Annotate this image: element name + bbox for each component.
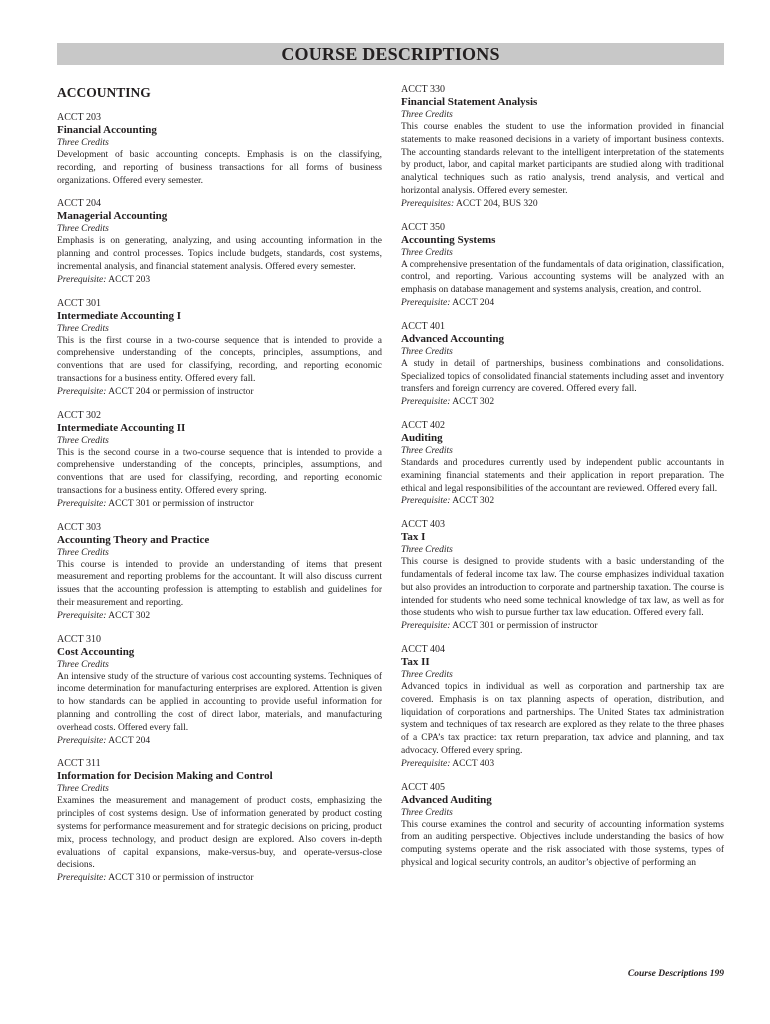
course-code: ACCT 203 xyxy=(57,112,101,123)
course-title: Auditing xyxy=(401,431,443,444)
prerequisite-label: Prerequisite: xyxy=(57,873,107,884)
course-code: ACCT 402 xyxy=(401,419,445,431)
course-credits: Three Credits xyxy=(57,784,109,795)
course-prerequisite xyxy=(401,758,724,771)
course-prerequisite xyxy=(57,735,382,748)
course-description: This course is intended to provide an understanding of items that present measurement and reporting problems for the accountant. It will also discuss current issues that the accounting profession is attempting to establish and guidelines for their measurement and reporting. xyxy=(57,559,382,608)
course-entry xyxy=(57,112,382,187)
course-credits: Three Credits xyxy=(401,807,453,818)
course-title: Accounting Systems xyxy=(401,233,496,246)
course-prerequisite xyxy=(57,498,382,511)
course-title: Accounting Theory and Practice xyxy=(57,533,210,546)
course-code: ACCT 403 xyxy=(401,519,445,531)
course-prerequisite xyxy=(401,495,724,508)
course-entry xyxy=(401,782,724,870)
course-entry xyxy=(57,198,382,286)
course-prerequisite xyxy=(57,872,382,885)
prerequisite-label: Prerequisites: xyxy=(401,198,455,209)
course-entry xyxy=(401,84,724,211)
course-prerequisite xyxy=(401,297,724,310)
prerequisite-value: ACCT 301 or permission of instructor xyxy=(108,498,254,509)
prerequisite-value: ACCT 403 xyxy=(452,758,495,769)
course-credits: Three Credits xyxy=(401,545,453,556)
department-heading: ACCOUNTING xyxy=(57,85,151,100)
left-column xyxy=(57,84,382,896)
course-prerequisite xyxy=(401,198,724,211)
course-code: ACCT 301 xyxy=(57,297,101,309)
course-description: An intensive study of the structure of various cost accounting systems. Techniques of income determination for manufacturing enterprises are explored. Attention is given to how standards can be applied in accounting to provide useful information for planning and controlling the cost of direct labor, materials, and manufacturing overhead costs. Offered every fall. xyxy=(57,671,382,733)
course-code: ACCT 401 xyxy=(401,320,445,332)
course-description: Development of basic accounting concepts. Emphasis is on the classifying, recording, and reporting of business transactions for all forms of business organizations. Offered every semester. xyxy=(57,150,382,186)
course-credits: Three Credits xyxy=(57,138,109,148)
course-title: Advanced Accounting xyxy=(401,332,504,345)
course-title: Financial Accounting xyxy=(57,124,157,136)
prerequisite-label: Prerequisite: xyxy=(401,496,451,507)
course-description: Advanced topics in individual as well as corporation and partnership tax are covered. Emphasis is on tax planning aspects of operation, distribution, and liquidation of corporations and partnerships. The United States tax administration system and techniques of tax research are explored as they relate to the three phases of a CPA’s tax practice: tax return preparation, tax advice and planning, and tax advocacy. Offered every spring. xyxy=(401,681,724,756)
course-code: ACCT 405 xyxy=(401,781,445,793)
course-credits: Three Credits xyxy=(57,224,109,235)
course-title: Financial Statement Analysis xyxy=(401,96,538,108)
prerequisite-value: ACCT 301 or permission of instructor xyxy=(452,621,598,632)
course-code: ACCT 204 xyxy=(57,198,101,210)
prerequisite-value: ACCT 204 or permission of instructor xyxy=(108,386,254,397)
course-code: ACCT 303 xyxy=(57,521,101,533)
course-title: Cost Accounting xyxy=(57,645,135,658)
prerequisite-value: ACCT 204 xyxy=(452,297,495,308)
course-entry xyxy=(401,420,724,508)
course-code: ACCT 330 xyxy=(401,84,445,95)
course-prerequisite xyxy=(57,274,382,287)
course-credits: Three Credits xyxy=(57,435,109,446)
prerequisite-value: ACCT 204, BUS 320 xyxy=(455,198,538,209)
course-description: This is the second course in a two-course sequence that is intended to provide a comprehensive understanding of the concepts, principles, assumptions, and conventions that are used for classifying, recording, and reporting economic transactions for a business entity. Offered every spring. xyxy=(57,447,382,496)
prerequisite-label: Prerequisite: xyxy=(57,735,107,746)
prerequisite-label: Prerequisite: xyxy=(401,621,451,632)
course-prerequisite xyxy=(401,620,724,633)
course-entry xyxy=(401,519,724,633)
course-description: A study in detail of partnerships, business combinations and consolidations. Specialized topics of consolidated financial statements including asset and inventory transfers and foreign currency are covered. Offered every fall. xyxy=(401,358,724,395)
prerequisite-value: ACCT 302 xyxy=(108,610,151,621)
prerequisite-label: Prerequisite: xyxy=(401,758,451,769)
course-entry xyxy=(401,321,724,409)
course-prerequisite xyxy=(57,610,382,623)
prerequisite-value: ACCT 302 xyxy=(452,397,495,408)
course-entry xyxy=(57,758,382,885)
page-footer: Course Descriptions 199 xyxy=(627,969,724,979)
course-code: ACCT 302 xyxy=(57,409,101,421)
course-description: This course enables the student to use the information provided in financial statements to make reasoned decisions in a variety of important business contexts. The accounting standards relevant to the intelligent interpretation of the statements by product, labor, and capital market participants are studied along with traditional analytical techniques such as ratio analysis, trend analysis, and vertical and horizontal analysis. Offered every semester. xyxy=(401,122,724,196)
course-entry xyxy=(57,410,382,511)
course-title: Intermediate Accounting I xyxy=(57,309,182,322)
course-title: Advanced Auditing xyxy=(401,793,492,806)
page-title: COURSE DESCRIPTIONS xyxy=(57,43,724,65)
course-description: This course examines the control and security of accounting information systems from an auditing perspective. Objectives include understanding the basics of how computing systems operate and the risk associated with those systems, types of physical and logical security controls, an auditor’s objective of performing an xyxy=(401,819,724,868)
prerequisite-label: Prerequisite: xyxy=(401,397,451,408)
prerequisite-value: ACCT 302 xyxy=(452,496,495,507)
course-code: ACCT 350 xyxy=(401,221,445,233)
course-credits: Three Credits xyxy=(401,445,453,456)
course-code: ACCT 404 xyxy=(401,643,445,655)
course-description: Emphasis is on generating, analyzing, and using accounting information in the planning and control processes. Topics include budgets, standards, cost systems, incremental analysis, and financial statement analysis. Offered every semester. xyxy=(57,236,382,272)
course-title: Tax II xyxy=(401,655,430,668)
course-entry xyxy=(401,222,724,310)
prerequisite-value: ACCT 204 xyxy=(108,735,151,746)
course-title: Managerial Accounting xyxy=(57,210,168,223)
course-code: ACCT 310 xyxy=(57,633,101,645)
course-description: Examines the measurement and management of product costs, emphasizing the principles of cost systems design. Use of information generated by product costing systems for performance measurement and for strategic decisions on pricing, product mix, process technology, and product design are explored. Also covers in-depth evaluations of capital expansions, make-versus-buy, and operate-versus-close decisions. xyxy=(57,796,382,871)
course-entry xyxy=(57,634,382,748)
course-credits: Three Credits xyxy=(57,659,109,670)
course-description: Standards and procedures currently used by independent public accountants in examining financial statements and their application in report preparation. The ethical and legal responsibilities of the accountant are reviewed. Offered every fall. xyxy=(401,457,724,494)
course-credits: Three Credits xyxy=(401,247,453,258)
prerequisite-label: Prerequisite: xyxy=(57,498,107,509)
course-description: This course is designed to provide students with a basic understanding of the fundamentals of federal income tax law. The course emphasizes individual taxation but also provides an introduction to corporate and partnership taxation. The course is intended for students who need some technical knowledge of tax law, as well as for those students who wish to pursue further tax law education. Offered every fall. xyxy=(401,557,724,619)
course-credits: Three Credits xyxy=(57,547,109,558)
course-prerequisite xyxy=(57,386,382,399)
prerequisite-value: ACCT 310 or permission of instructor xyxy=(108,873,254,884)
course-entry xyxy=(57,298,382,399)
course-prerequisite xyxy=(401,396,724,409)
prerequisite-label: Prerequisite: xyxy=(401,297,451,308)
course-credits: Three Credits xyxy=(401,346,453,357)
course-title: Intermediate Accounting II xyxy=(57,421,186,434)
course-title: Information for Decision Making and Control xyxy=(57,770,273,783)
right-column xyxy=(401,84,724,881)
course-description: A comprehensive presentation of the fundamentals of data origination, classification, control, and reporting. Various accounting systems will be analyzed with an emphasis on database management and systems analysis, creation, and control. xyxy=(401,259,724,296)
course-title: Tax I xyxy=(401,531,426,544)
prerequisite-label: Prerequisite: xyxy=(57,274,107,285)
prerequisite-label: Prerequisite: xyxy=(57,610,107,621)
course-credits: Three Credits xyxy=(57,323,109,334)
course-entry xyxy=(401,644,724,771)
course-code: ACCT 311 xyxy=(57,758,101,770)
course-description: This is the first course in a two-course sequence that is intended to provide a comprehensive understanding of the concepts, principles, assumptions, and conventions that are used for classifying, recording, and reporting economic transactions for a business entity. Offered every fall. xyxy=(57,335,382,384)
prerequisite-label: Prerequisite: xyxy=(57,386,107,397)
course-credits: Three Credits xyxy=(401,669,453,680)
course-credits: Three Credits xyxy=(401,110,453,120)
course-entry xyxy=(57,522,382,623)
prerequisite-value: ACCT 203 xyxy=(108,274,151,285)
